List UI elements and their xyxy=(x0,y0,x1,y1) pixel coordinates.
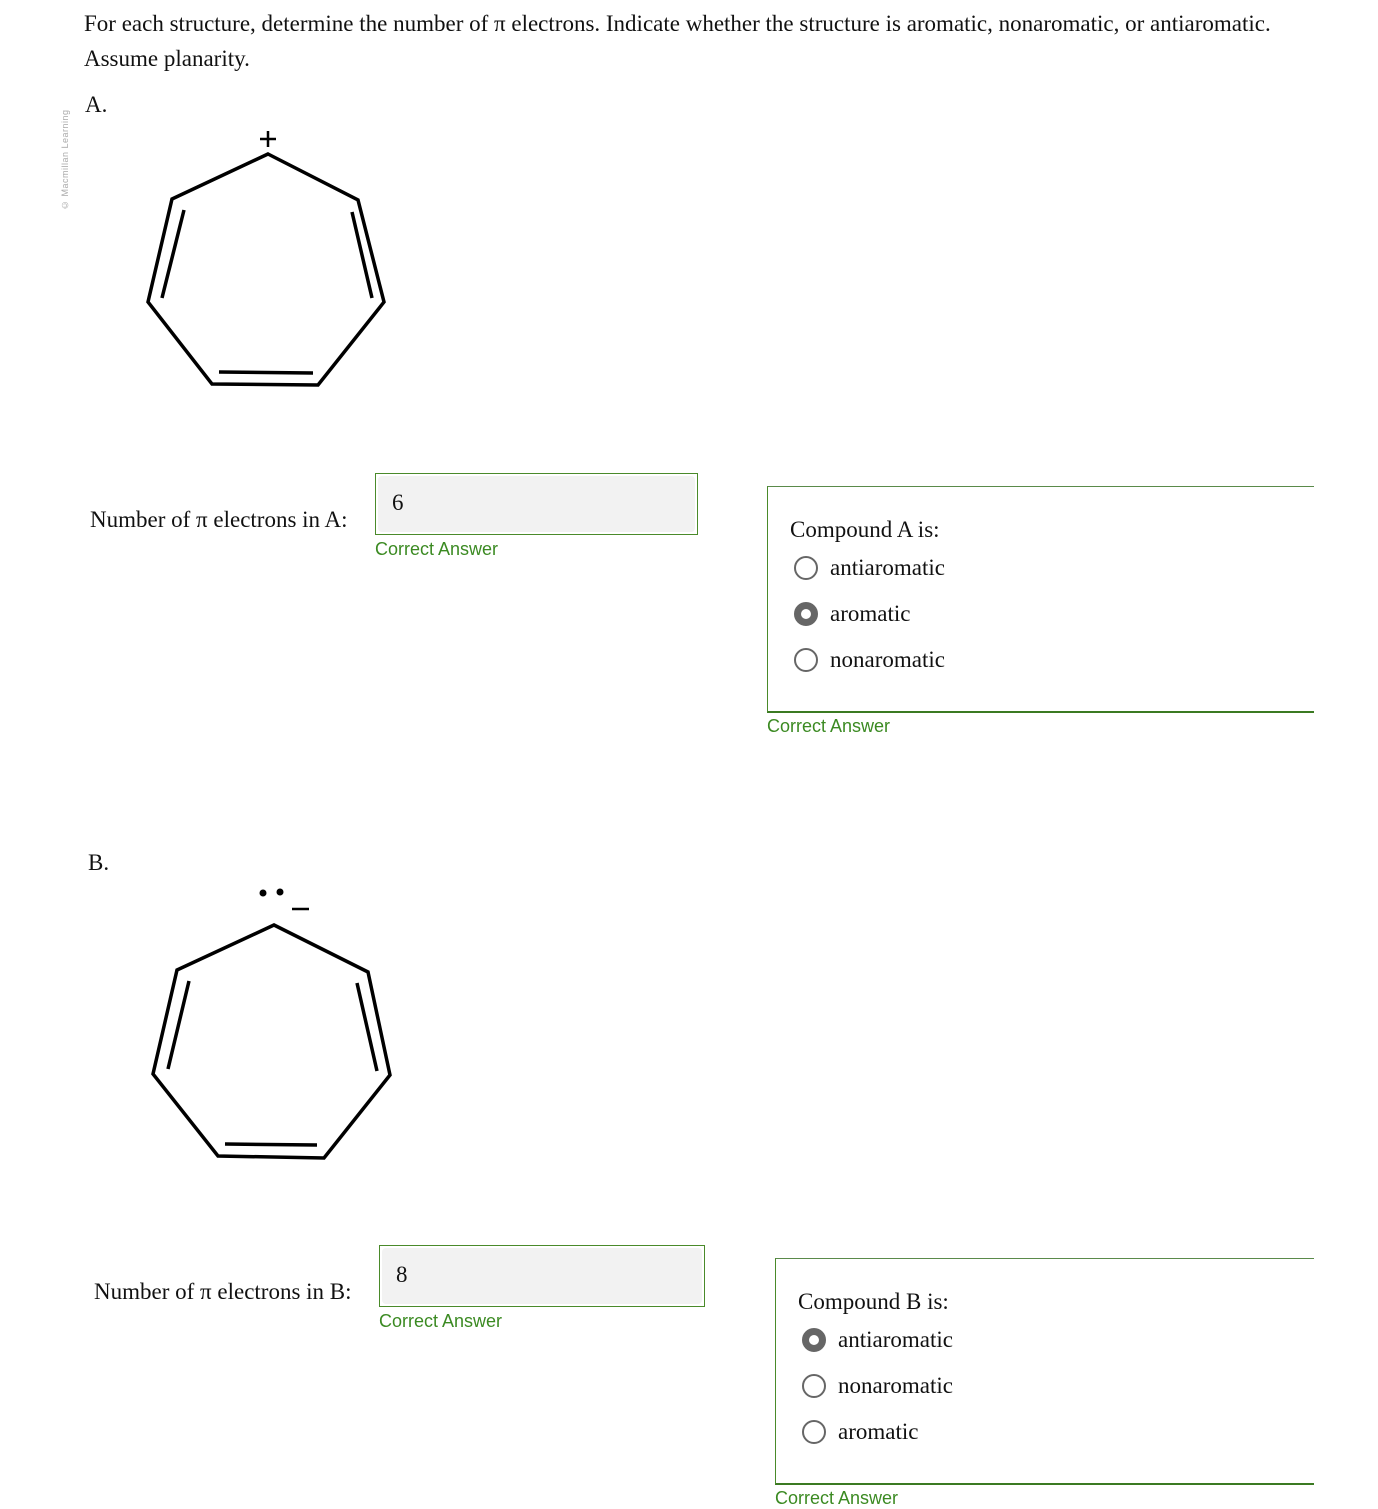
pi-electrons-a-feedback: Correct Answer xyxy=(375,539,499,559)
radio-checked-icon[interactable] xyxy=(802,1328,826,1352)
structure-b-diagram xyxy=(130,870,410,1170)
heptagon-ring xyxy=(148,154,384,385)
radio-unchecked-icon[interactable] xyxy=(802,1374,826,1398)
compound-b-title: Compound B is: xyxy=(798,1289,949,1314)
compound-a-option-aromatic[interactable] xyxy=(794,601,910,627)
radio-unchecked-icon[interactable] xyxy=(794,556,818,580)
plus-charge-icon xyxy=(260,131,276,147)
option-label: antiaromatic xyxy=(830,555,945,580)
option-label: nonaromatic xyxy=(838,1373,953,1398)
option-label: antiaromatic xyxy=(838,1327,953,1352)
part-a-label: A. xyxy=(85,92,108,117)
pi-electrons-b-value[interactable]: 8 xyxy=(382,1248,702,1304)
compound-b-feedback: Correct Answer xyxy=(775,1488,899,1508)
structure-a-diagram xyxy=(130,120,410,400)
compound-a-feedback: Correct Answer xyxy=(767,716,891,736)
compound-b-option-aromatic[interactable] xyxy=(802,1419,918,1445)
option-label: nonaromatic xyxy=(830,647,945,672)
radio-checked-icon[interactable] xyxy=(794,602,818,626)
compound-a-choice-box xyxy=(767,486,1314,713)
pi-electrons-a-value[interactable]: 6 xyxy=(378,476,695,532)
pi-electrons-b-label: Number of π electrons in B: xyxy=(94,1279,352,1304)
pi-electrons-b-input[interactable] xyxy=(379,1245,705,1307)
lone-pair-icon xyxy=(260,889,284,897)
pi-electrons-a-label: Number of π electrons in A: xyxy=(90,507,348,532)
pi-electrons-b-feedback: Correct Answer xyxy=(379,1311,503,1331)
compound-b-option-antiaromatic[interactable] xyxy=(802,1327,953,1353)
compound-a-option-nonaromatic[interactable] xyxy=(794,647,945,673)
heptagon-ring xyxy=(153,925,390,1158)
option-label: aromatic xyxy=(830,601,911,626)
part-b-label: B. xyxy=(88,850,110,875)
radio-unchecked-icon[interactable] xyxy=(794,648,818,672)
radio-unchecked-icon[interactable] xyxy=(802,1420,826,1444)
compound-b-option-nonaromatic[interactable] xyxy=(802,1373,953,1399)
copyright-watermark: © Macmillan Learning xyxy=(60,109,70,210)
question-prompt: For each structure, determine the number of π electrons. Indicate whether the structure is aromatic, nonaromatic, or antiaromatic. Assume planarity. xyxy=(84,11,1271,71)
pi-electrons-a-input[interactable] xyxy=(375,473,698,535)
option-label: aromatic xyxy=(838,1419,919,1444)
compound-b-choice-box xyxy=(775,1258,1314,1485)
compound-a-title: Compound A is: xyxy=(790,517,940,542)
compound-a-option-antiaromatic[interactable] xyxy=(794,555,945,581)
